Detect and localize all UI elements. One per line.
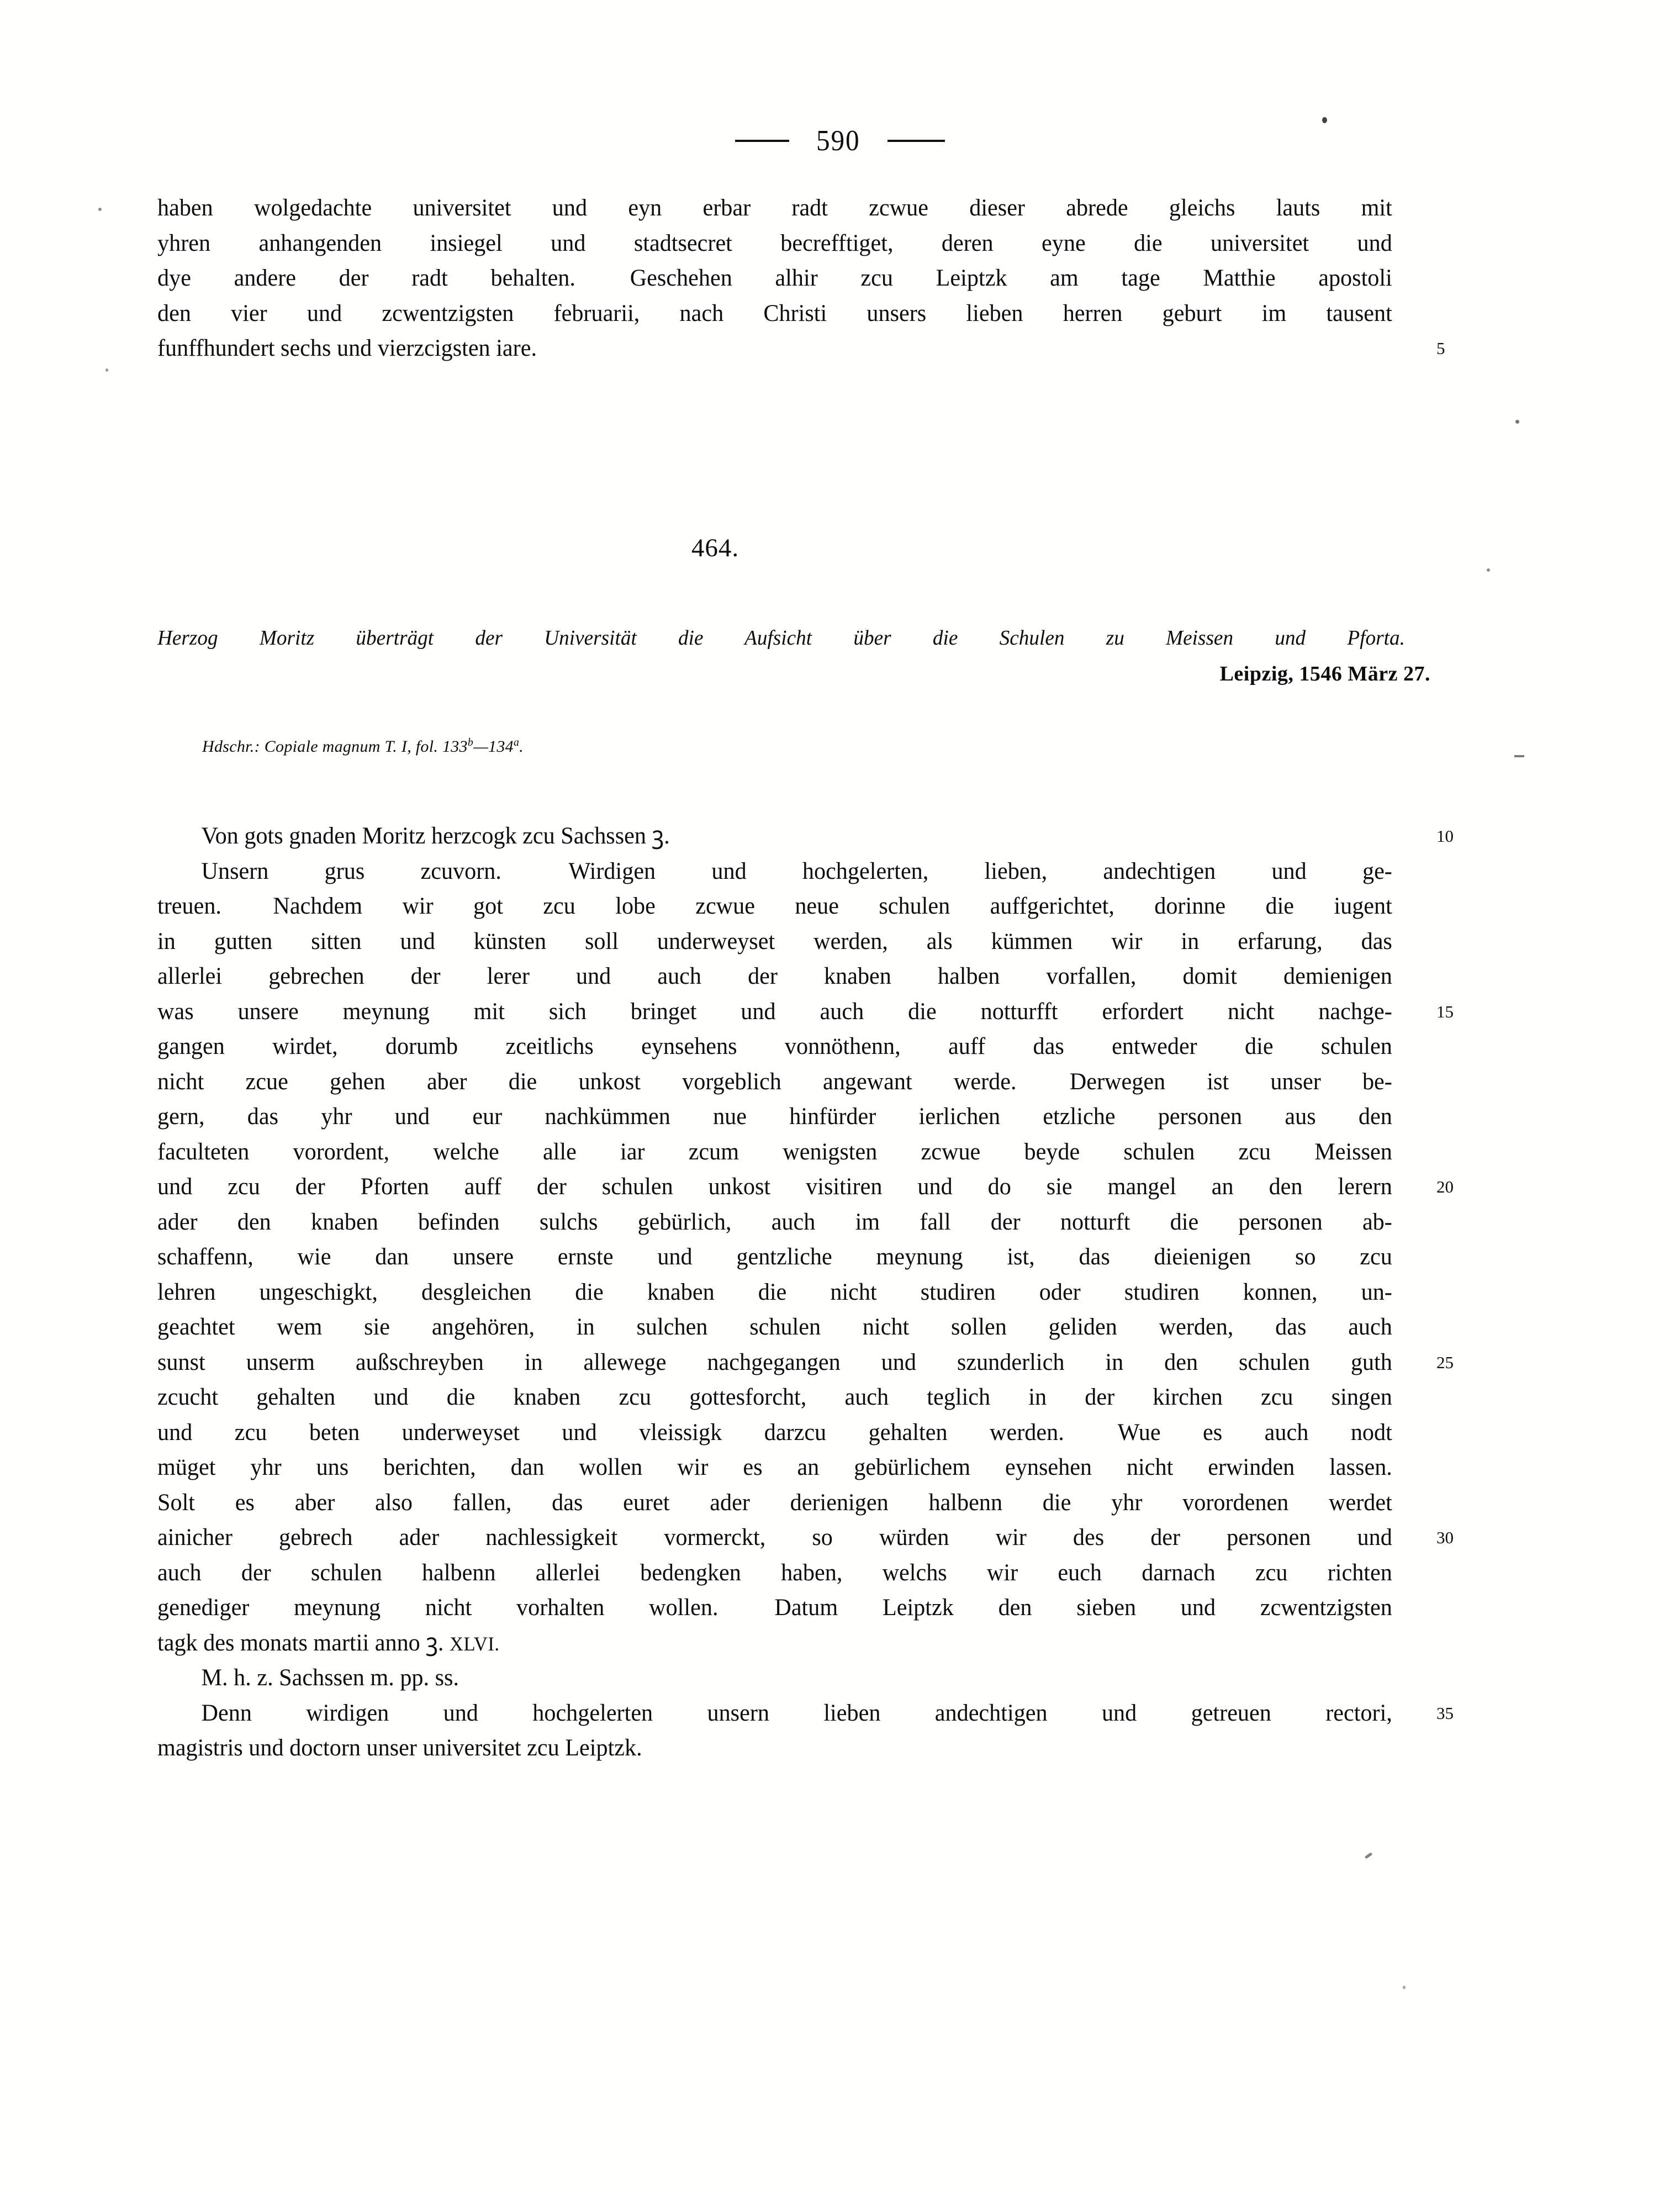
- text-line: genediger meynung nicht vorhalten wollen. Datum Leiptzk den sieben und zcwentzigsten: [157, 1594, 1392, 1621]
- manuscript-source-note: [202, 735, 524, 759]
- roman-numeral-year: XLVI.: [449, 1632, 500, 1655]
- text-line: nicht zcue gehen aber die unkost vorgeblich angewant werde. Derwegen ist unser be-: [157, 1068, 1392, 1095]
- text-line: auch der schulen halbenn allerlei bedengken haben, welchs wir euch darnach zcu richten: [157, 1559, 1392, 1586]
- header-rule-right: [887, 140, 945, 142]
- text-line: gern, das yhr und eur nachkümmen nue hinfürder ierlichen etzliche personen aus den: [157, 1103, 1392, 1130]
- line-number: 20: [1436, 1177, 1454, 1196]
- scan-tick: [1514, 755, 1524, 757]
- page-number: 590: [816, 124, 860, 157]
- header-rule-left: [735, 140, 789, 142]
- line-number: 35: [1436, 1703, 1454, 1723]
- source-folio-verso: b: [467, 736, 474, 748]
- text-line: faculteten vorordent, welche alle iar zcum wenigsten zcwue beyde schulen zcu Meissen: [157, 1138, 1392, 1165]
- line-number: 5: [1436, 339, 1445, 358]
- scan-speck: [98, 208, 102, 211]
- scan-speck: [1515, 420, 1519, 424]
- line-number: 25: [1436, 1352, 1454, 1372]
- scan-speck: [1365, 1852, 1372, 1859]
- source-text: Copiale magnum T. I, fol. 133: [264, 737, 468, 756]
- text-line: treuen. Nachdem wir got zcu lobe zcwue neue schulen auffgerichtet, dorinne die iugent: [157, 893, 1392, 919]
- text-line: tagk des monats martii anno ꝫ. XLVI.: [157, 1629, 500, 1656]
- scan-speck: [1487, 568, 1490, 572]
- section-number: 464.: [691, 534, 739, 562]
- source-period: .: [519, 737, 524, 756]
- text-line: funffhundert sechs und vierzcigsten iare.: [157, 335, 537, 361]
- text-line: Denn wirdigen und hochgelerten unsern lieben andechtigen und getreuen rectori,: [201, 1699, 1392, 1726]
- document-body: [157, 819, 1454, 1766]
- line-number: 30: [1436, 1528, 1454, 1547]
- text-line: was unsere meynung mit sich bringet und auch die notturfft erfordert nicht nachge-: [157, 998, 1392, 1025]
- scan-speck: [1403, 1986, 1406, 1989]
- text-line: ader den knaben befinden sulchs gebürlich, auch im fall der notturft die personen ab-: [157, 1208, 1392, 1235]
- text-line: sunst unserm außschreyben in allewege nachgegangen und szunderlich in den schulen guth: [157, 1348, 1392, 1375]
- source-folio-recto: a: [513, 736, 520, 748]
- running-head: [0, 116, 1680, 166]
- text-line: und zcu der Pforten auff der schulen unkost visitiren und do sie mangel an den lerern: [157, 1173, 1392, 1200]
- text-line: magistris und doctorn unser universitet zcu Leiptzk.: [157, 1734, 642, 1761]
- line-number: 15: [1436, 1001, 1454, 1021]
- text-line: yhren anhangenden insiegel und stadtsecret becrefftiget, deren eyne die universitet und: [157, 229, 1392, 256]
- scan-speck: [105, 368, 108, 372]
- scan-speck: [1322, 117, 1327, 123]
- text-line: Von gots gnaden Moritz herzcogk zcu Sachssen ꝫ.: [201, 822, 670, 849]
- text-line: in gutten sitten und künsten soll underweyset werden, als kümmen wir in erfarung, das: [157, 927, 1392, 954]
- line-number: 10: [1436, 826, 1454, 846]
- text-line: allerlei gebrechen der lerer und auch der knaben halben vorfallen, domit demienigen: [157, 963, 1392, 989]
- regest-summary: Herzog Moritz überträgt der Universität die Aufsicht über die Schulen zu Meissen und Pforta.: [157, 626, 1405, 650]
- text-line: dye andere der radt behalten. Geschehen alhir zcu Leiptzk am tage Matthie apostoli: [157, 265, 1392, 291]
- text-line: Solt es aber also fallen, das euret ader derienigen halbenn die yhr vorordenen werdet: [157, 1489, 1392, 1516]
- text-line: haben wolgedachte universitet und eyn erbar radt zcwue dieser abrede gleichs lauts mit: [157, 194, 1392, 221]
- text-line: schaffenn, wie dan unsere ernste und gentzliche meynung ist, das dieienigen so zcu: [157, 1243, 1392, 1270]
- source-label: Hdschr.:: [202, 737, 260, 756]
- text-line: geachtet wem sie angehören, in sulchen schulen nicht sollen geliden werden, das auch: [157, 1314, 1392, 1340]
- text-line: den vier und zcwentzigsten februarii, nach Christi unsers lieben herren geburt im tausent: [157, 299, 1392, 326]
- text-line: müget yhr uns berichten, dan wollen wir es an gebürlichem eynsehen nicht erwinden lassen.: [157, 1454, 1392, 1480]
- text-line: Unsern grus zcuvorn. Wirdigen und hochgelerten, lieben, andechtigen und ge-: [201, 857, 1392, 884]
- text-line: gangen wirdet, dorumb zceitlichs eynsehens vonnöthenn, auff das entweder die schulen: [157, 1033, 1392, 1059]
- text-line: und zcu beten underweyset und vleissigk darzcu gehalten werden. Wue es auch nodt: [157, 1418, 1392, 1446]
- text-line: M. h. z. Sachssen m. pp. ss.: [201, 1664, 459, 1691]
- text-line: zcucht gehalten und die knaben zcu gottesforcht, auch teglich in der kirchen zcu singen: [157, 1384, 1392, 1410]
- text-line: lehren ungeschigkt, desgleichen die knaben die nicht studiren oder studiren konnen, un-: [157, 1278, 1392, 1305]
- opening-paragraph: [157, 191, 1445, 366]
- dateline: Leipzig, 1546 März 27.: [1219, 662, 1430, 685]
- source-dash: —134: [473, 737, 514, 756]
- text-line: ainicher gebrech ader nachlessigkeit vormerckt, so würden wir des der personen und: [157, 1524, 1392, 1550]
